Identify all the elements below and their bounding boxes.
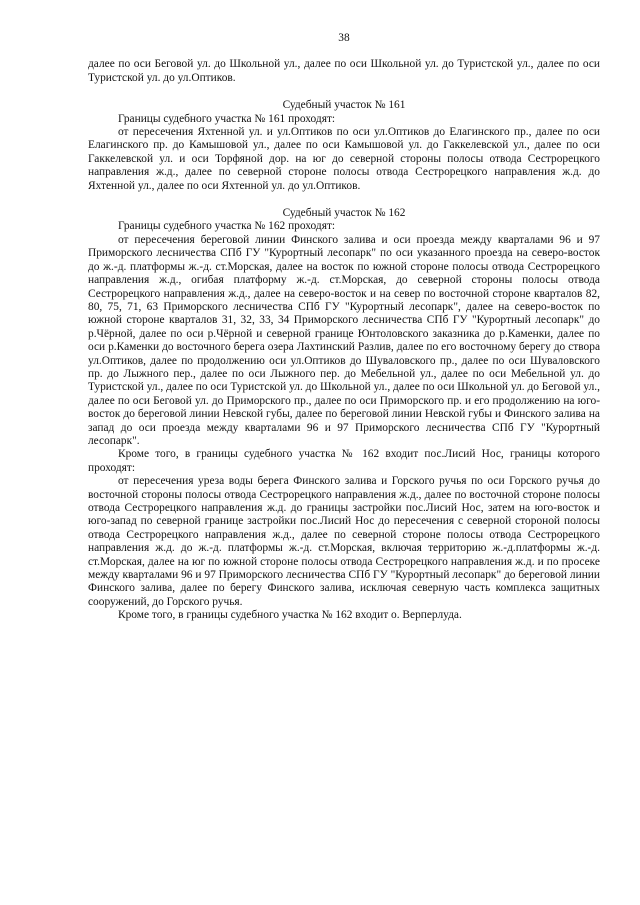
section-162-text: от пересечения береговой линии Финского залива и оси проезда между кварталами 96 и 97 Приморского лесничества СПб ГУ "Курортный лесопарк" по оси указанного проезда на северо-восток до ж.-д. платформы ж.-д. ст.Морская, далее на восток по южной стороне полосы отвода Сестрорецкого направления ж.д., огибая платформу ж.-д. ст.Морская, до северной стороны полосы отвода Сестрорецкого направления ж.д., далее на северо-восток и на север по восточной стороне кварталов 82, 80, 75, 71, 63 Приморского лесничества СПб ГУ "Курортный лесопарк", далее на северо-восток по южной стороне кварталов 31, 32, 33, 34 Приморского лесничества СПб ГУ "Курортный лесопарк" до р.Чёрной, далее по оси р.Чёрной и северной границе Юнтоловского заказника до р.Каменки, далее по оси р.Каменки до восточного берега озера Лахтинский Разлив, далее по его восточному берегу до створа ул.Оптиков, далее по продолжению оси ул.Оптиков до Шуваловского пр., далее по оси Шуваловского пр. до Лыжного пер., далее по оси Лыжного пер. до Мебельной ул., далее по оси Мебельной ул. до Туристской ул., далее по оси Туристской ул. до Школьной ул., далее по оси Школьной ул. до Беговой ул., далее по оси Беговой ул. до Приморского пр., далее по оси Приморского пр. и его продолжению на юго-восток до береговой линии Невской губы, далее по береговой линии Невской губы и Финского залива на запад до оси проезда между кварталами 96 и 97 Приморского лесничества СПб ГУ "Курортный лесопарк". (88, 233, 600, 447)
section-162-addition-text: от пересечения уреза воды берега Финского залива и Горского ручья по оси Горского ручья до восточной стороны полосы отвода Сестрорецкого направления ж.д., далее по восточной стороне полосы отвода Сестрорецкого направления ж.д. до границы застройки пос.Лисий Нос, затем на юго-восток и юго-запад по северной границе застройки пос.Лисий Нос до пересечения с северной стороной полосы отвода Сестрорецкого направления ж.д., далее по северной стороне полосы отвода Сестрорецкого направления ж.д. до ж.-д. платформы ж.-д. ст.Морская, включая территорию ж.-д.платформы ж.-д. ст.Морская, далее на юг по южной стороне полосы отвода Сестрорецкого направления ж.д. и по просеке между кварталами 96 и 97 Приморского лесничества СПб ГУ "Курортный лесопарк" до береговой линии Финского залива, далее по берегу Финского залива, исключая северную часть комплекса защитных сооружений, до Горского ручья. (88, 475, 600, 608)
section-162-addition-lead: Кроме того, в границы судебного участка № 162 входит пос.Лисий Нос, границы которого проходят: (88, 448, 600, 474)
section-161-lead: Границы судебного участка № 161 проходят: (118, 112, 336, 125)
section-162-title: Судебный участок № 162 (282, 207, 406, 220)
section-161-text: от пересечения Яхтенной ул. и ул.Оптиков по оси ул.Оптиков до Елагинского пр., далее по оси Елагинского пр. до Камышовой ул., далее по оси Камышовой ул. до Гаккелевской ул., далее по оси Гаккелевской ул. и оси Торфяной дор. на юг до северной стороны полосы отвода Сестрорецкого направления ж.д., далее по северной стороне полосы отвода Сестрорецкого направления ж.д. до Яхтенной ул., далее по оси Яхтенной ул. до ул.Оптиков. (88, 126, 600, 192)
page-number: 38 (338, 32, 350, 44)
section-162-final-note: Кроме того, в границы судебного участка № 162 входит о. Верперлуда. (118, 609, 462, 622)
intro-paragraph: далее по оси Беговой ул. до Школьной ул., далее по оси Школьной ул. до Туристской ул., далее по оси Туристской ул. до ул.Оптиков. (88, 58, 600, 84)
section-162-lead: Границы судебного участка № 162 проходят: (118, 220, 336, 233)
section-161-title: Судебный участок № 161 (282, 99, 406, 112)
